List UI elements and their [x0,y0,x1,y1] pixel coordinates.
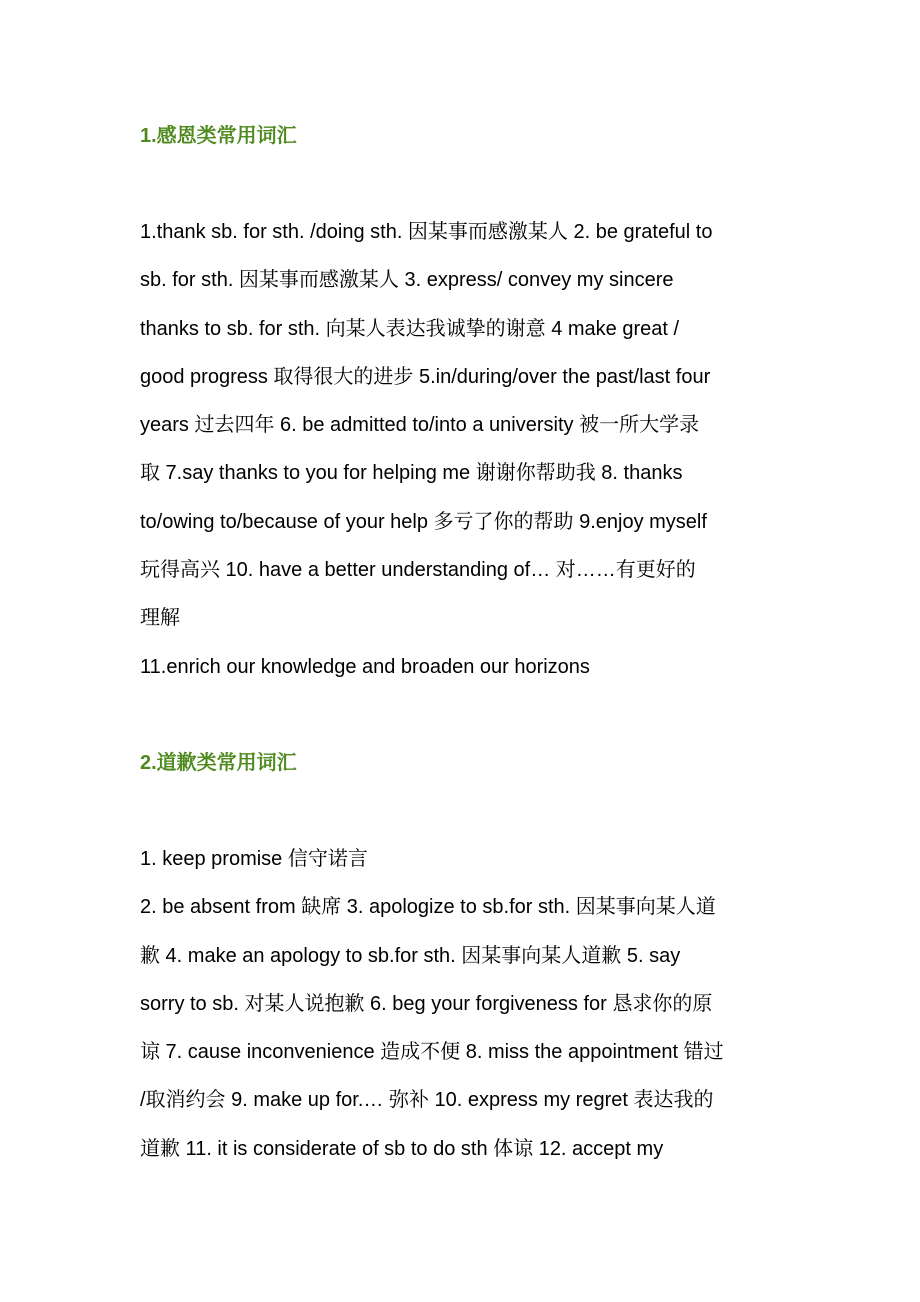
paragraph-line: /取消约会 9. make up for.… 弥补 10. express my regret 表达我的 [140,1089,714,1112]
paragraph-line: 取 7.say thanks to you for helping me 谢谢你帮助我 8. thanks [140,462,683,485]
paragraph-line: good progress 取得很大的进步 5.in/during/over the past/last four [140,365,711,388]
apology-vocabulary-paragraph [140,835,790,1173]
paragraph-line: 歉 4. make an apology to sb.for sth. 因某事向某人道歉 5. say [140,944,681,967]
paragraph-line: 1.thank sb. for sth. /doing sth. 因某事而感激某人 2. be grateful to [140,221,713,243]
section-heading-gratitude: 1.感恩类常用词汇 [140,125,297,147]
paragraph-line: 谅 7. cause inconvenience 造成不便 8. miss the appointment 错过 [140,1041,724,1064]
paragraph-line: 理解 [140,607,180,630]
paragraph-line: years 过去四年 6. be admitted to/into a university 被一所大学录 [140,414,700,437]
paragraph-line: 2. be absent from 缺席 3. apologize to sb.for sth. 因某事向某人道 [140,896,716,919]
paragraph-line: 11.enrich our knowledge and broaden our horizons [140,655,590,678]
paragraph-line: 玩得高兴 10. have a better understanding of… 对……有更好的 [140,559,696,582]
paragraph-line: 道歉 11. it is considerate of sb to do sth 体谅 12. accept my [140,1137,664,1160]
gratitude-vocabulary-paragraph [140,208,790,691]
paragraph-line: sorry to sb. 对某人说抱歉 6. beg your forgiveness for 恳求你的原 [140,992,713,1015]
section-heading-apology: 2.道歉类常用词汇 [140,752,297,774]
paragraph-line: thanks to sb. for sth. 向某人表达我诚挚的谢意 4 make great / [140,317,680,340]
paragraph-line: 1. keep promise 信守诺言 [140,848,368,870]
paragraph-line: sb. for sth. 因某事而感激某人 3. express/ convey my sincere [140,269,674,292]
paragraph-line: to/owing to/because of your help 多亏了你的帮助 9.enjoy myself [140,510,707,533]
